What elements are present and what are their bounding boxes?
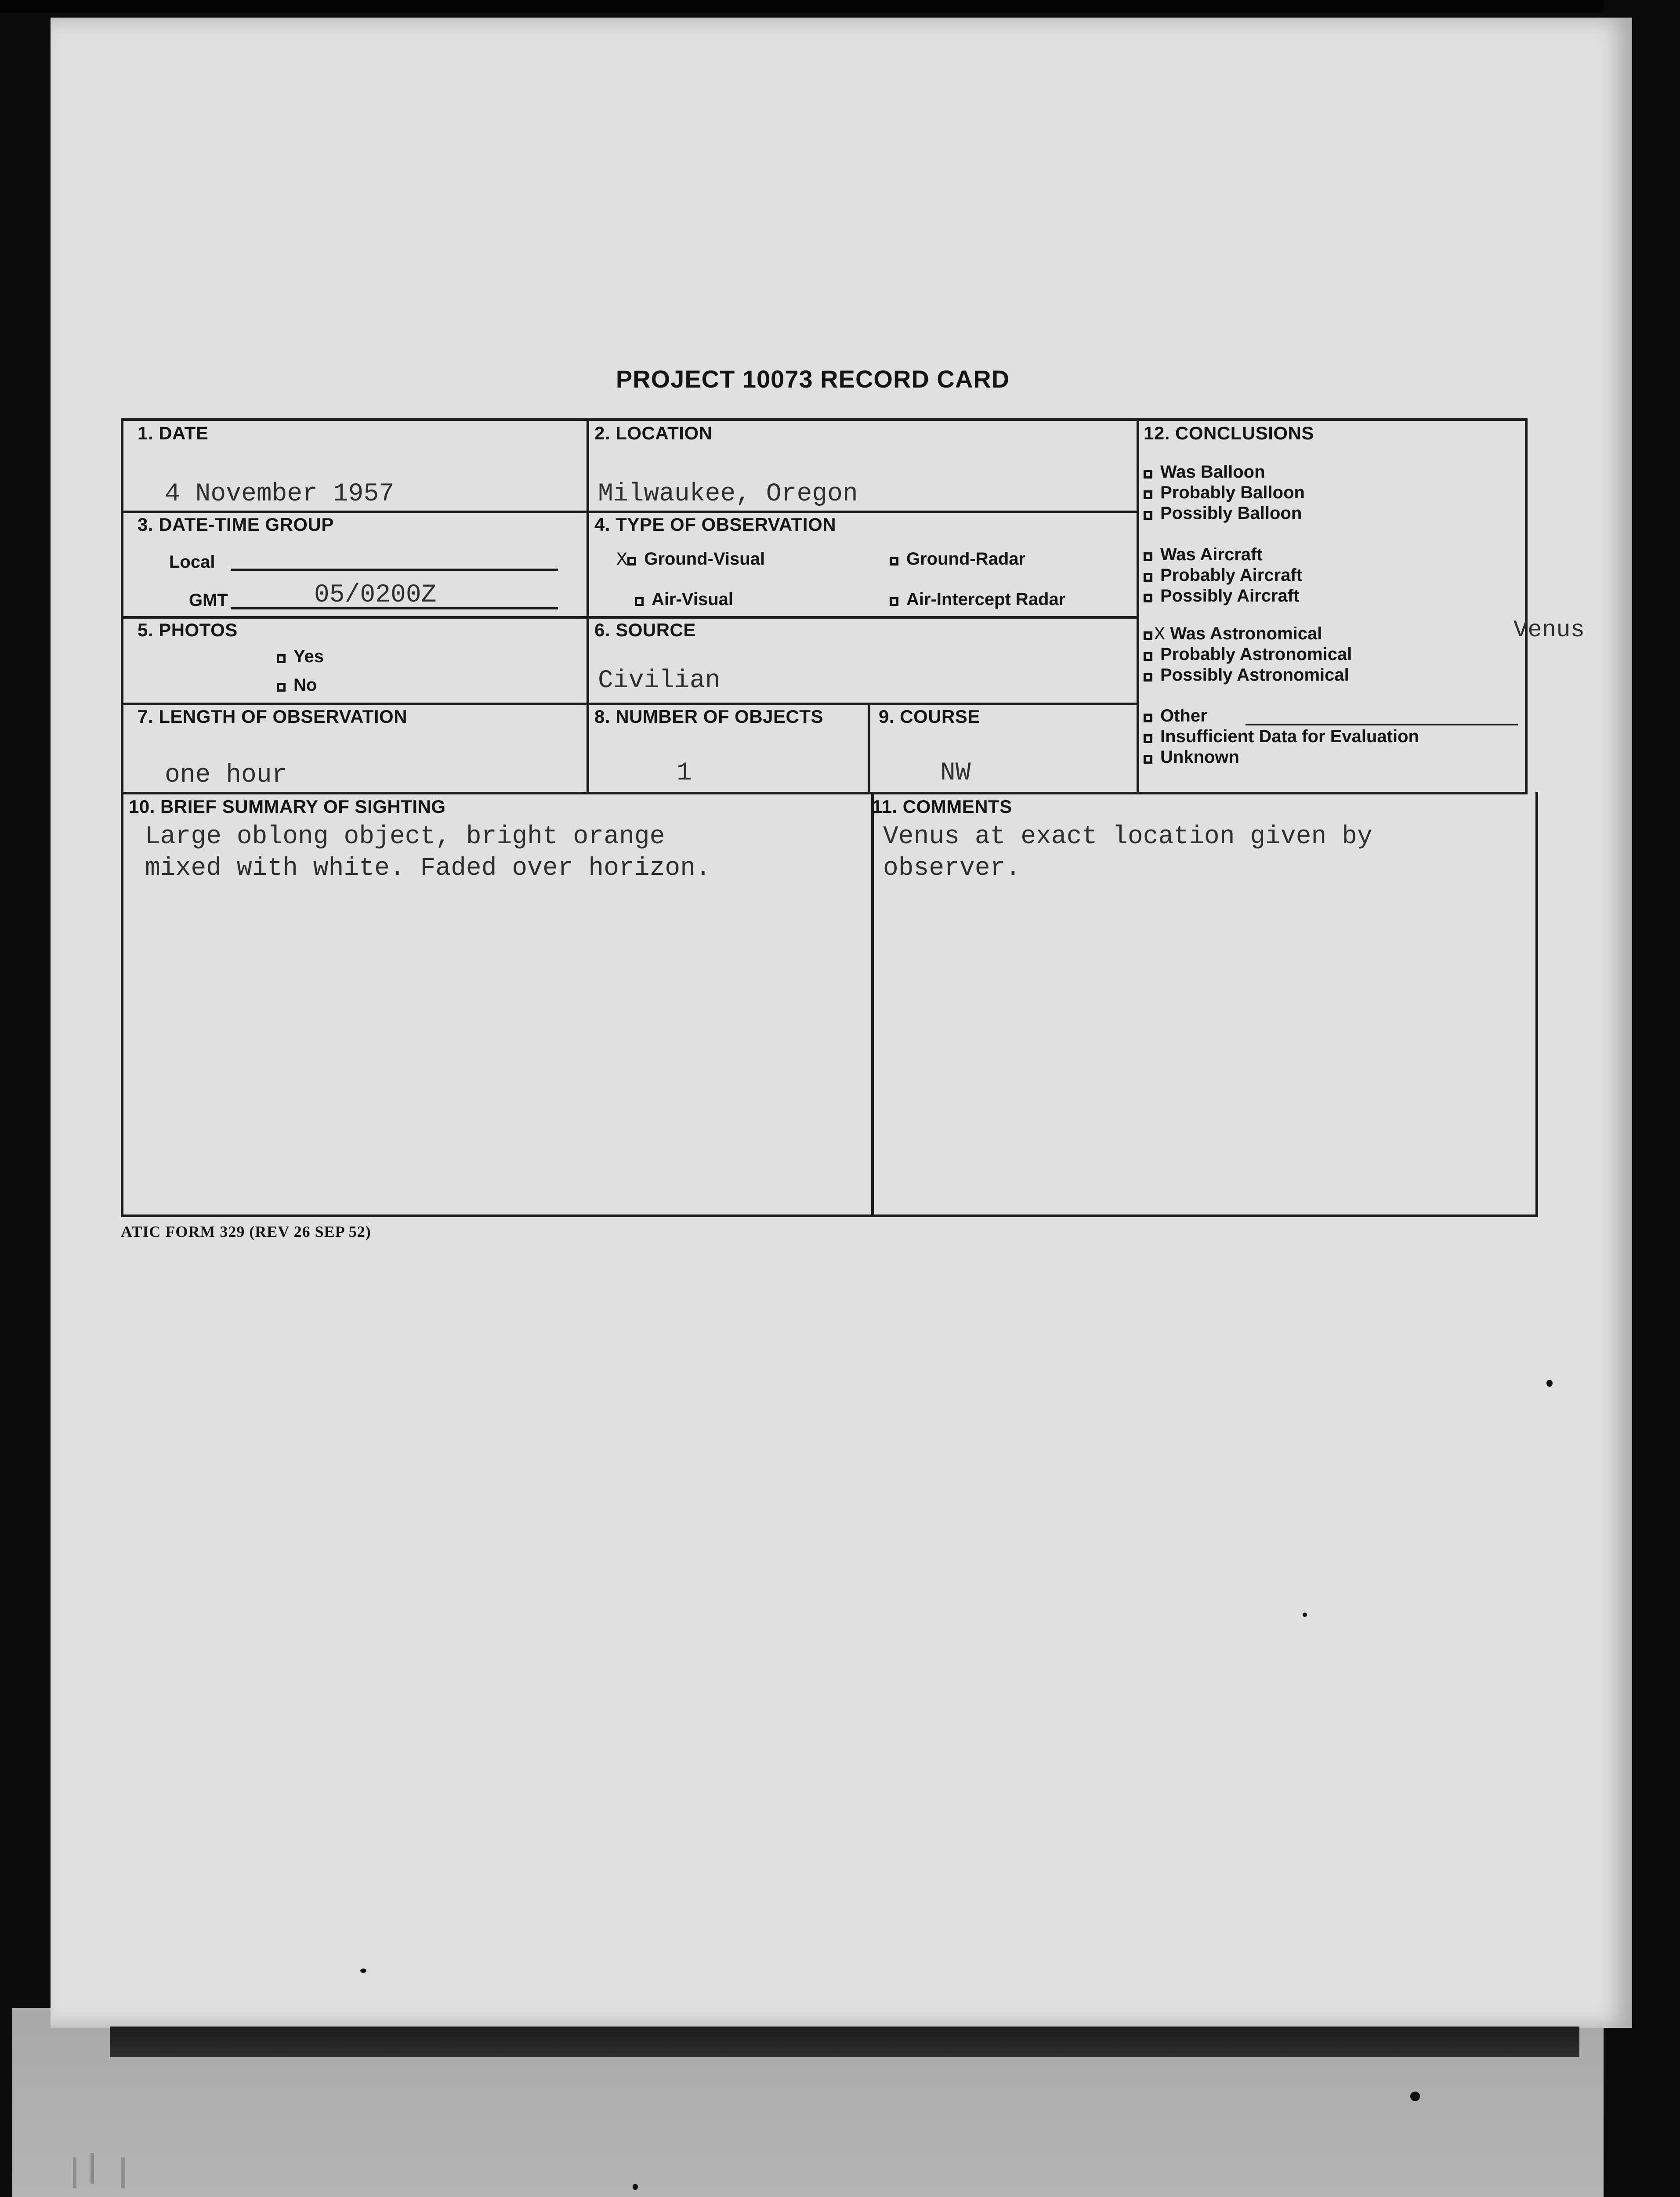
grid-line	[121, 703, 1137, 705]
length-value: one hour	[165, 761, 287, 790]
photos-label: 5. PHOTOS	[138, 620, 238, 640]
gmt-value: 05/0200Z	[314, 581, 437, 609]
checkbox-icon	[627, 557, 636, 566]
conclusion-possibly-astronomical[interactable]: Possibly Astronomical	[1144, 665, 1349, 685]
conclusion-other[interactable]: Other	[1144, 706, 1207, 726]
other-underline	[1246, 724, 1518, 725]
conclusion-unknown[interactable]: Unknown	[1144, 747, 1239, 767]
grid-line	[121, 511, 1137, 513]
checkbox-icon	[1144, 573, 1152, 582]
dust-speck	[1303, 1613, 1307, 1617]
checkbox-icon	[1144, 734, 1152, 743]
checkbox-icon	[1144, 673, 1152, 682]
summary-label: 10. BRIEF SUMMARY OF SIGHTING	[129, 796, 446, 817]
conclusion-probably-aircraft[interactable]: Probably Aircraft	[1144, 566, 1302, 585]
checkbox-icon	[1144, 755, 1152, 764]
checkbox-icon	[277, 683, 286, 692]
form-identifier: ATIC FORM 329 (REV 26 SEP 52)	[121, 1223, 371, 1240]
date-time-group-label: 3. DATE-TIME GROUP	[138, 514, 334, 535]
grid-line	[121, 418, 1527, 421]
grid-line	[121, 792, 1527, 794]
checkbox-icon	[1144, 552, 1152, 561]
conclusion-was-astronomical[interactable]: X Was Astronomical	[1144, 624, 1322, 645]
obs-ground-radar[interactable]: Ground-Radar	[890, 549, 1025, 569]
number-of-objects-value: 1	[677, 759, 692, 787]
grid-line	[868, 704, 870, 792]
length-label: 7. LENGTH OF OBSERVATION	[138, 706, 408, 727]
scratch-marks	[57, 2140, 242, 2197]
checkbox-icon	[890, 557, 898, 566]
obs-air-intercept-radar[interactable]: Air-Intercept Radar	[890, 590, 1065, 609]
grid-line	[121, 616, 1137, 619]
dust-speck	[1546, 1380, 1553, 1387]
checkbox-icon	[1144, 652, 1152, 661]
checkbox-icon	[1144, 714, 1152, 722]
obs-air-visual[interactable]: Air-Visual	[635, 590, 733, 609]
photos-no[interactable]: No	[277, 675, 317, 695]
location-value: Milwaukee, Oregon	[598, 480, 858, 508]
comments-line: Venus at exact location given by	[883, 823, 1372, 851]
obs-ground-visual[interactable]: X Ground-Visual	[616, 549, 765, 570]
checkbox-icon	[890, 597, 898, 606]
conclusion-was-balloon[interactable]: Was Balloon	[1144, 462, 1265, 482]
checkbox-icon	[1144, 490, 1152, 499]
grid-line	[587, 418, 589, 792]
summary-line: Large oblong object, bright orange	[145, 823, 665, 851]
summary-line: mixed with white. Faded over horizon.	[145, 854, 711, 883]
card-title: PROJECT 10073 RECORD CARD	[616, 365, 1010, 393]
comments-label: 11. COMMENTS	[872, 796, 1012, 817]
grid-line	[1137, 418, 1139, 792]
grid-line	[121, 418, 123, 1217]
checkbox-icon	[1144, 631, 1152, 640]
local-underline	[231, 569, 558, 571]
date-value: 4 November 1957	[165, 480, 395, 508]
source-label: 6. SOURCE	[594, 620, 696, 640]
source-value: Civilian	[598, 667, 721, 695]
date-label: 1. DATE	[138, 423, 209, 443]
checkbox-icon	[1144, 511, 1152, 520]
course-label: 9. COURSE	[879, 706, 980, 727]
conclusion-possibly-aircraft[interactable]: Possibly Aircraft	[1144, 586, 1299, 606]
grid-line	[871, 792, 874, 1216]
scan-border-top	[0, 0, 1680, 13]
comments-line: observer.	[883, 854, 1021, 883]
dust-speck	[1410, 2092, 1420, 2101]
grid-line	[121, 1215, 1538, 1217]
checkbox-icon	[277, 654, 286, 663]
course-value: NW	[940, 759, 971, 787]
sheet-shadow	[110, 2027, 1579, 2057]
grid-line	[1525, 418, 1528, 794]
dust-speck	[633, 2184, 638, 2190]
conclusion-probably-balloon[interactable]: Probably Balloon	[1144, 483, 1305, 503]
local-label: Local	[169, 552, 215, 572]
checkbox-icon	[635, 597, 644, 606]
grid-line	[1535, 792, 1538, 1217]
conclusion-was-aircraft[interactable]: Was Aircraft	[1144, 545, 1263, 565]
conclusion-possibly-balloon[interactable]: Possibly Balloon	[1144, 504, 1302, 523]
checkbox-icon	[1144, 470, 1152, 479]
conclusions-label: 12. CONCLUSIONS	[1144, 423, 1314, 443]
gmt-label: GMT	[189, 591, 228, 610]
conclusion-insufficient-data[interactable]: Insufficient Data for Evaluation	[1144, 727, 1419, 747]
astronomical-note: Venus	[1513, 617, 1585, 644]
checkbox-icon	[1144, 594, 1152, 602]
dust-speck	[360, 1969, 366, 1973]
location-label: 2. LOCATION	[594, 423, 713, 443]
record-card-grid	[121, 418, 1585, 1216]
conclusion-probably-astronomical[interactable]: Probably Astronomical	[1144, 645, 1352, 664]
number-of-objects-label: 8. NUMBER OF OBJECTS	[594, 706, 824, 727]
observation-type-label: 4. TYPE OF OBSERVATION	[594, 514, 836, 535]
photos-yes[interactable]: Yes	[277, 647, 324, 667]
